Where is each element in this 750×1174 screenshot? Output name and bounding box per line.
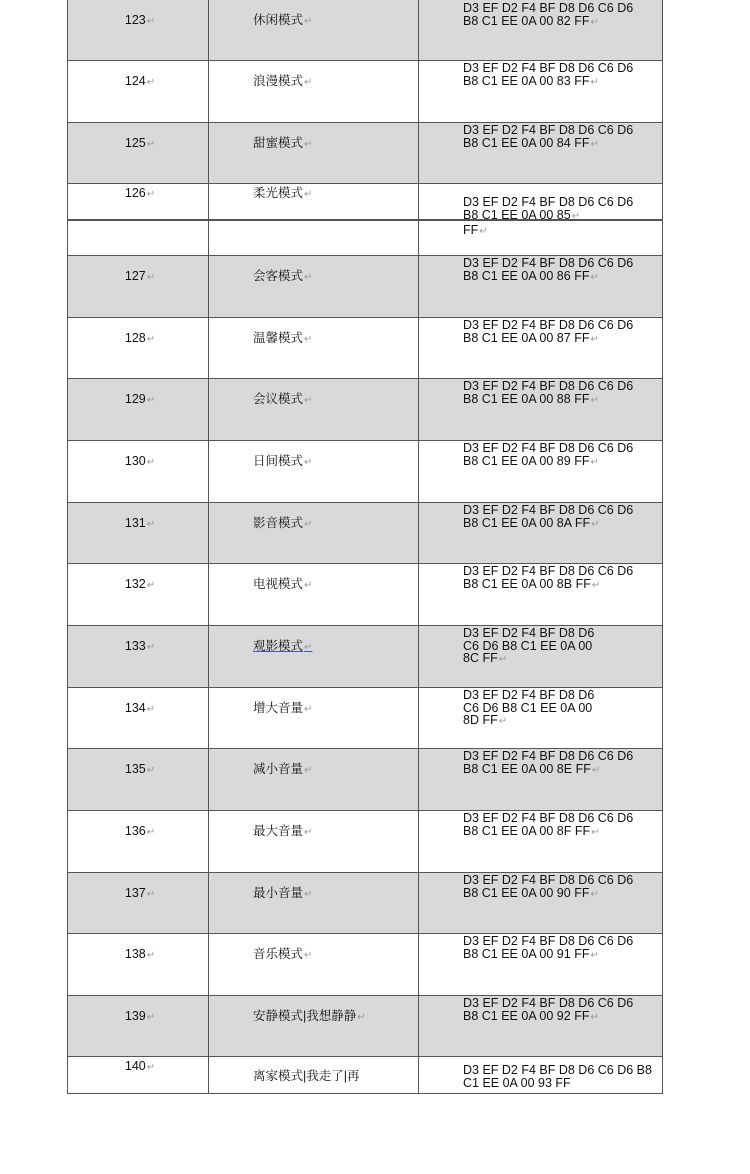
row-number: 131↵ — [124, 516, 156, 530]
mode-name: 日间模式↵ — [253, 454, 313, 468]
paragraph-mark-icon: ↵ — [146, 704, 156, 715]
hex-code: D3 EF D2 F4 BF D8 D6 C6 D6 B8 C1 EE 0A 00 8B FF↵ — [463, 564, 634, 591]
paragraph-mark-icon: ↵ — [590, 16, 599, 28]
paragraph-mark-icon: ↵ — [146, 16, 156, 27]
paragraph-mark-icon: ↵ — [146, 519, 156, 530]
paragraph-mark-icon: ↵ — [590, 333, 599, 345]
paragraph-mark-icon: ↵ — [146, 189, 156, 200]
paragraph-mark-icon: ↵ — [146, 1062, 156, 1073]
paragraph-mark-icon: ↵ — [304, 395, 313, 406]
paragraph-mark-icon: ↵ — [591, 764, 601, 776]
paragraph-mark-icon: ↵ — [590, 76, 599, 88]
paragraph-mark-icon: ↵ — [304, 889, 313, 900]
row-number: 137↵ — [124, 886, 156, 900]
paragraph-mark-icon: ↵ — [146, 139, 156, 150]
row-number: 130↵ — [124, 454, 156, 468]
paragraph-mark-icon: ↵ — [498, 716, 508, 727]
paragraph-mark-icon: ↵ — [304, 77, 313, 88]
paragraph-mark-icon: ↵ — [304, 704, 313, 715]
paragraph-mark-icon: ↵ — [357, 1012, 366, 1023]
paragraph-mark-icon: ↵ — [304, 189, 313, 200]
row-number: 140↵ — [124, 1059, 156, 1073]
hex-code: D3 EF D2 F4 BF D8 D6 C6 D6 B8 C1 EE 0A 00 86 FF↵ — [463, 256, 634, 283]
paragraph-mark-icon: ↵ — [146, 950, 156, 961]
paragraph-mark-icon: ↵ — [590, 456, 599, 468]
hex-code: D3 EF D2 F4 BF D8 D6 C6 D6 B8 C1 EE 0A 00 82 FF↵ — [463, 1, 634, 28]
paragraph-mark-icon: ↵ — [590, 138, 599, 150]
paragraph-mark-icon: ↵ — [590, 394, 599, 406]
paragraph-mark-icon: ↵ — [304, 16, 313, 27]
row-number: 123↵ — [124, 13, 156, 27]
command-table — [67, 0, 663, 1094]
mode-name: 柔光模式↵ — [253, 186, 313, 200]
hex-code: D3 EF D2 F4 BF D8 D6 C6 D6 B8 C1 EE 0A 00 88 FF↵ — [463, 379, 634, 406]
table-row — [67, 379, 663, 441]
row-number: 124↵ — [124, 74, 156, 88]
mode-name — [209, 221, 418, 235]
paragraph-mark-icon: ↵ — [146, 642, 156, 653]
hex-code: D3 EF D2 F4 BF D8 D6 C6 D6 B8 C1 EE 0A 00 8F FF↵ — [463, 811, 634, 838]
paragraph-mark-icon: ↵ — [304, 272, 313, 283]
row-number: 135↵ — [124, 762, 156, 776]
table-row — [67, 934, 663, 996]
paragraph-mark-icon: ↵ — [590, 271, 599, 283]
paragraph-mark-icon: ↵ — [498, 654, 508, 665]
mode-name: 观影模式↵ — [253, 639, 313, 653]
table-row — [67, 1057, 663, 1094]
paragraph-mark-icon: ↵ — [591, 579, 601, 591]
table-row — [67, 688, 663, 749]
hex-code: D3 EF D2 F4 BF D8 D6 C6 D6 B8 C1 EE 0A 00 83 FF↵ — [463, 61, 634, 88]
paragraph-mark-icon: ↵ — [304, 457, 313, 468]
paragraph-mark-icon: ↵ — [304, 334, 313, 345]
row-number: 133↵ — [124, 639, 156, 653]
paragraph-mark-icon: ↵ — [146, 827, 156, 838]
hex-code: D3 EF D2 F4 BF D8 D6 C6 D6 B8 C1 EE 0A 00 93 FF — [463, 1063, 652, 1090]
hex-code: D3 EF D2 F4 BF D8 D6 C6 D6 B8 C1 EE 0A 00 8C FF↵ — [463, 626, 595, 665]
hex-code: D3 EF D2 F4 BF D8 D6 C6 D6 B8 C1 EE 0A 00 89 FF↵ — [463, 441, 634, 468]
paragraph-mark-icon: ↵ — [146, 765, 156, 776]
paragraph-mark-icon: ↵ — [304, 827, 313, 838]
row-number: 134↵ — [124, 701, 156, 715]
row-number: 136↵ — [124, 824, 156, 838]
mode-name: 音乐模式↵ — [253, 947, 313, 961]
table-row — [67, 503, 663, 564]
table-row — [67, 564, 663, 626]
mode-name: 安静模式|我想静静↵ — [253, 1009, 366, 1023]
hex-code: D3 EF D2 F4 BF D8 D6 C6 D6 B8 C1 EE 0A 00 90 FF↵ — [463, 873, 634, 900]
hex-code: D3 EF D2 F4 BF D8 D6 C6 D6 B8 C1 EE 0A 00 87 FF↵ — [463, 318, 634, 345]
mode-name: 离家模式|我走了|再 — [253, 1069, 360, 1083]
row-number: 126↵ — [124, 186, 156, 200]
paragraph-mark-icon: ↵ — [590, 888, 599, 900]
paragraph-mark-icon: ↵ — [590, 949, 599, 961]
hex-code: D3 EF D2 F4 BF D8 D6 C6 D6 B8 C1 EE 0A 00 8A FF↵ — [463, 503, 634, 530]
paragraph-mark-icon: ↵ — [479, 226, 488, 237]
table-row — [67, 0, 663, 61]
paragraph-mark-icon: ↵ — [304, 765, 313, 776]
table-row — [67, 996, 663, 1057]
row-number: 138↵ — [124, 947, 156, 961]
paragraph-mark-icon: ↵ — [590, 1011, 599, 1023]
paragraph-mark-icon: ↵ — [146, 457, 156, 468]
table-row — [67, 749, 663, 811]
table-row — [67, 626, 663, 688]
hex-code: D3 EF D2 F4 BF D8 D6 C6 D6 B8 C1 EE 0A 00 92 FF↵ — [463, 996, 634, 1023]
mode-name: 电视模式↵ — [253, 577, 313, 591]
hex-code: D3 EF D2 F4 BF D8 D6 C6 D6 B8 C1 EE 0A 00 91 FF↵ — [463, 934, 634, 961]
mode-name: 减小音量↵ — [253, 762, 313, 776]
paragraph-mark-icon: ↵ — [304, 950, 313, 961]
hex-code: D3 EF D2 F4 BF D8 D6 C6 D6 B8 C1 EE 0A 00 84 FF↵ — [463, 123, 634, 150]
mode-name: 浪漫模式↵ — [253, 74, 313, 88]
mode-name: 甜蜜模式↵ — [253, 136, 313, 150]
row-number: 128↵ — [124, 331, 156, 345]
row-number: 125↵ — [124, 136, 156, 150]
table-row — [67, 441, 663, 503]
row-number: 129↵ — [124, 392, 156, 406]
paragraph-mark-icon: ↵ — [571, 210, 581, 222]
table-row — [67, 220, 663, 256]
paragraph-mark-icon: ↵ — [304, 642, 313, 653]
row-number — [68, 221, 208, 235]
table-row — [67, 256, 663, 318]
mode-name: 最大音量↵ — [253, 824, 313, 838]
hex-code: FF↵ — [463, 223, 488, 237]
table-row — [67, 318, 663, 379]
table-row — [67, 184, 663, 220]
row-number: 127↵ — [124, 269, 156, 283]
table-row — [67, 61, 663, 123]
paragraph-mark-icon: ↵ — [146, 272, 156, 283]
row-number: 132↵ — [124, 577, 156, 591]
mode-name: 影音模式↵ — [253, 516, 313, 530]
paragraph-mark-icon: ↵ — [146, 580, 156, 591]
paragraph-mark-icon: ↵ — [146, 77, 156, 88]
table-row — [67, 873, 663, 934]
paragraph-mark-icon: ↵ — [591, 826, 600, 838]
paragraph-mark-icon: ↵ — [146, 1012, 156, 1023]
row-number: 139↵ — [124, 1009, 156, 1023]
hex-code: D3 EF D2 F4 BF D8 D6 C6 D6 B8 C1 EE 0A 00 8E FF↵ — [463, 749, 634, 776]
paragraph-mark-icon: ↵ — [304, 519, 313, 530]
paragraph-mark-icon: ↵ — [591, 518, 600, 530]
paragraph-mark-icon: ↵ — [146, 334, 156, 345]
paragraph-mark-icon: ↵ — [146, 395, 156, 406]
hex-code: D3 EF D2 F4 BF D8 D6 C6 D6 B8 C1 EE 0A 00 85↵ — [463, 195, 634, 222]
paragraph-mark-icon: ↵ — [146, 889, 156, 900]
mode-name: 增大音量↵ — [253, 701, 313, 715]
paragraph-mark-icon: ↵ — [304, 139, 313, 150]
mode-name: 最小音量↵ — [253, 886, 313, 900]
mode-name: 温馨模式↵ — [253, 331, 313, 345]
hex-code: D3 EF D2 F4 BF D8 D6 C6 D6 B8 C1 EE 0A 00 8D FF↵ — [463, 688, 595, 727]
table-row — [67, 811, 663, 873]
mode-name: 会议模式↵ — [253, 392, 313, 406]
mode-name: 休闲模式↵ — [253, 13, 313, 27]
mode-name: 会客模式↵ — [253, 269, 313, 283]
paragraph-mark-icon: ↵ — [304, 580, 313, 591]
table-row — [67, 123, 663, 184]
